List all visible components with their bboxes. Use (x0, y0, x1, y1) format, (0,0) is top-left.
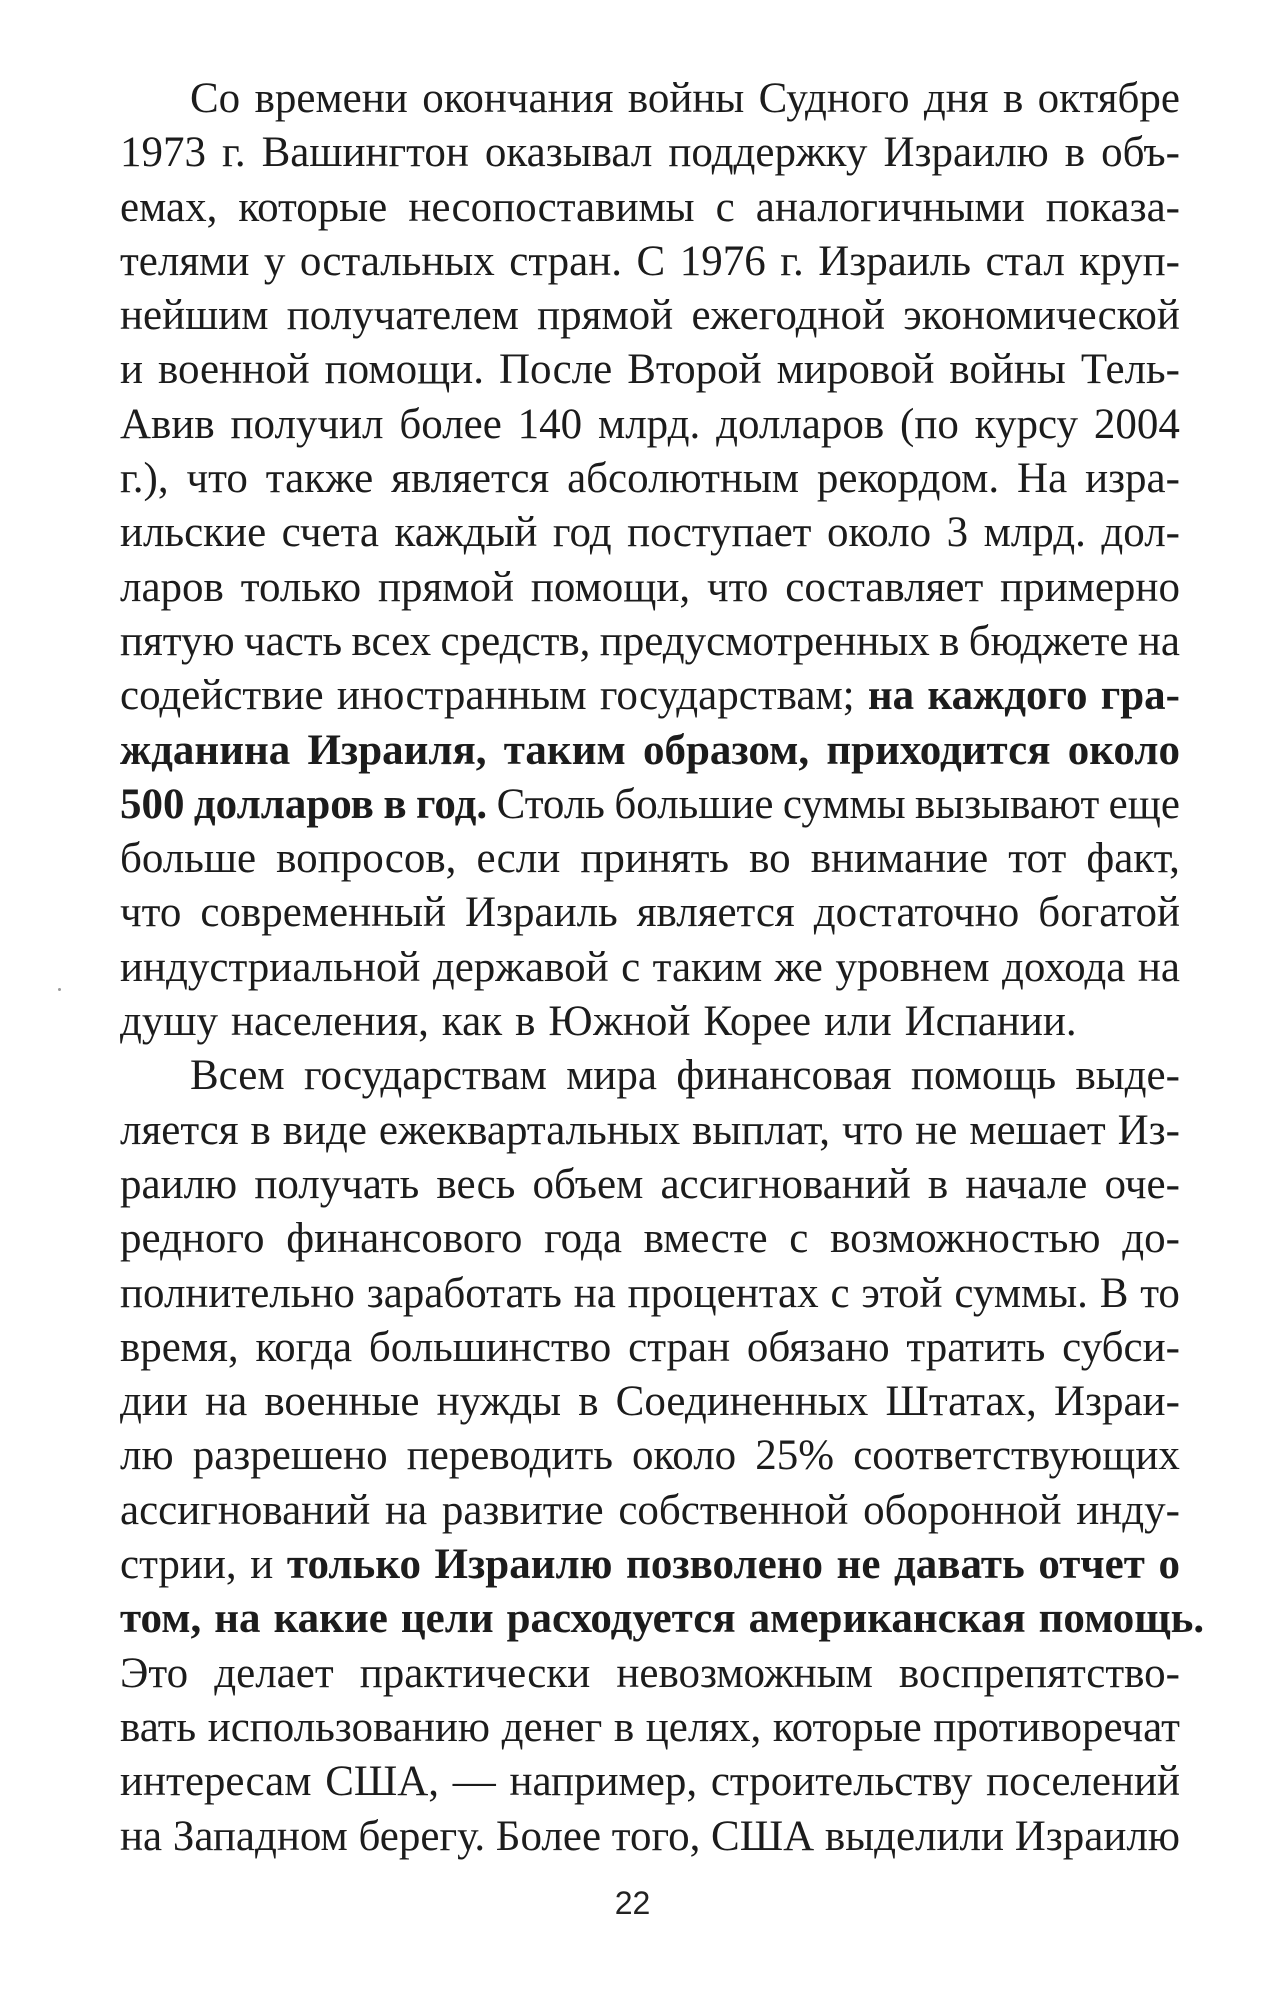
word: нейшим (120, 292, 269, 340)
word: в (578, 1378, 599, 1426)
body-text (120, 72, 1205, 1864)
text-line (120, 398, 1180, 452)
word: если (476, 835, 561, 883)
word: том, (120, 1595, 202, 1643)
word: тратить (906, 1323, 1046, 1371)
word: г.), (120, 455, 169, 503)
word: у (263, 237, 286, 285)
word: в (383, 780, 407, 828)
text-line (120, 1158, 1180, 1212)
word: таким (503, 726, 626, 774)
word: до- (1122, 1215, 1180, 1263)
word: позволено (626, 1541, 823, 1589)
word: которые (238, 183, 388, 231)
word: денег (501, 1703, 603, 1751)
word: Испании. (904, 998, 1077, 1046)
word: уровнем (835, 943, 990, 991)
text-line (120, 1592, 1205, 1646)
word: полнительно (120, 1269, 355, 1317)
word: заработать (366, 1269, 562, 1317)
word: развитие (441, 1486, 604, 1534)
word: суммы (782, 780, 906, 828)
word: и (120, 346, 144, 394)
word: например, (509, 1758, 698, 1806)
word: большинство (368, 1323, 612, 1371)
word: счета (281, 509, 380, 557)
word: помощь. (1038, 1595, 1205, 1643)
word: объем (532, 1160, 644, 1208)
word: После (498, 346, 613, 394)
word: на (205, 1378, 248, 1426)
word: помощь (910, 1052, 1057, 1100)
word: абсолютным (567, 455, 799, 503)
word: Более (495, 1812, 602, 1860)
word: государствам; (599, 672, 855, 720)
word: Судного (758, 75, 910, 122)
word: Израиль (818, 237, 971, 285)
text-line (120, 832, 1180, 886)
word: использованию (207, 1703, 491, 1751)
word: емах, (120, 183, 218, 231)
word: виде (282, 1106, 367, 1154)
word: собственной (618, 1486, 849, 1534)
word: год. (415, 780, 488, 828)
word: интересам (120, 1758, 312, 1806)
word: каждого (927, 672, 1088, 720)
word: — (452, 1758, 496, 1806)
word: времени (254, 75, 408, 122)
word: в (927, 1160, 949, 1208)
word: г. (222, 129, 246, 177)
word: поступает (627, 509, 812, 557)
word: обязано (746, 1323, 890, 1371)
word: вопросов, (276, 835, 457, 883)
word: США, (325, 1758, 440, 1806)
word: объ- (1101, 129, 1180, 177)
word: достаточно (813, 889, 1020, 937)
word: 140 (517, 400, 583, 448)
word: цели (400, 1595, 494, 1643)
word: в (515, 998, 536, 1046)
word: остальных (299, 237, 495, 285)
text-line (120, 1755, 1180, 1809)
word: Второй (627, 346, 762, 394)
text-line (120, 1810, 1180, 1864)
word: выделили (824, 1812, 1004, 1860)
word: на (385, 1486, 428, 1534)
word: что (707, 563, 769, 611)
word: всех (351, 617, 432, 665)
word: в (939, 617, 960, 665)
word: ларов (120, 563, 224, 611)
word: около (632, 1432, 737, 1480)
word: гра- (1100, 672, 1180, 720)
text-line (120, 995, 1180, 1049)
word: получателем (286, 292, 519, 340)
word: круп- (1079, 237, 1180, 285)
word: 1973 (120, 129, 206, 177)
word: или (824, 998, 892, 1046)
word: суммы. (954, 1269, 1088, 1317)
word: давать (894, 1541, 1025, 1589)
word: аналогичными (755, 183, 1025, 231)
word: еще (1108, 780, 1180, 828)
text-line (120, 1538, 1180, 1592)
word: соответствующих (853, 1432, 1180, 1480)
word: каждый (394, 509, 538, 557)
word: г. (780, 237, 804, 285)
word: ассигнований (120, 1486, 371, 1534)
word: также (265, 455, 374, 503)
word: современный (200, 889, 447, 937)
text-line (120, 724, 1180, 778)
word: более (399, 400, 502, 448)
word: американская (748, 1595, 1026, 1643)
word: Авив (120, 400, 215, 448)
word: 1976 (679, 237, 766, 285)
word: большие (614, 780, 774, 828)
word: содействие (120, 672, 324, 720)
word: с (830, 1269, 850, 1317)
word: долларов (193, 780, 374, 828)
word: не (836, 1541, 881, 1589)
word: 2004 (1093, 400, 1180, 448)
word: того, (611, 1812, 701, 1860)
word: является (636, 889, 795, 937)
word: войны (949, 346, 1066, 394)
word: мешает (969, 1106, 1106, 1154)
word: получать (254, 1160, 420, 1208)
word: октябре (1037, 75, 1180, 122)
word: Со (190, 75, 241, 122)
word: дол- (1101, 509, 1180, 557)
word: в (1002, 75, 1024, 122)
word: Израилю (883, 129, 1049, 177)
word: на (214, 1595, 261, 1643)
word: с (621, 943, 641, 991)
text-line (120, 1701, 1180, 1755)
word: поселений (986, 1758, 1180, 1806)
text-line (120, 181, 1180, 235)
word: расходуется (506, 1595, 736, 1643)
margin-speck (58, 988, 61, 991)
word: стран (628, 1323, 731, 1371)
text-line (120, 1375, 1180, 1429)
word: мира (566, 1052, 658, 1100)
word: войны (627, 75, 745, 122)
word: Корее (703, 998, 812, 1046)
word: 3 (946, 509, 969, 557)
word: раилю (120, 1160, 238, 1208)
word: поддержку (668, 129, 868, 177)
word: оборонной (863, 1486, 1062, 1534)
word: США (711, 1812, 815, 1860)
word: оказывал (484, 129, 653, 177)
word: прямой (378, 563, 515, 611)
word: помощи. (324, 346, 484, 394)
word: как (441, 998, 503, 1046)
word: пятую (120, 617, 235, 665)
word: изра- (1085, 455, 1180, 503)
word: млрд. (983, 509, 1086, 557)
word: военные (264, 1378, 420, 1426)
word: около (1067, 726, 1180, 774)
word: что (841, 1106, 904, 1154)
text-line (120, 886, 1180, 940)
word: в (250, 1106, 271, 1154)
text-line (120, 506, 1180, 560)
word: ляется (120, 1106, 239, 1154)
word: инду- (1076, 1486, 1180, 1534)
word: Соединенных (615, 1378, 869, 1426)
word: переводить (406, 1432, 613, 1480)
text-line (120, 1429, 1180, 1483)
word: Западном (172, 1812, 348, 1860)
word: финансовая (676, 1052, 892, 1100)
word: окончания (422, 75, 614, 122)
word: что (186, 455, 248, 503)
word: Из- (1117, 1106, 1180, 1154)
word: с (715, 183, 735, 231)
word: оче- (1104, 1160, 1180, 1208)
word: год (552, 509, 612, 557)
text-line (120, 289, 1180, 343)
word: стрии, (120, 1541, 237, 1589)
word: телями (120, 237, 250, 285)
word: разрешено (192, 1432, 388, 1480)
word: выде- (1075, 1052, 1180, 1100)
word: воспрепятство- (898, 1649, 1180, 1697)
word: весь (436, 1160, 516, 1208)
word: на (867, 672, 915, 720)
word: какие (273, 1595, 388, 1643)
word: берегу. (358, 1812, 486, 1860)
word: Тель- (1080, 346, 1180, 394)
word: долларов (716, 400, 885, 448)
word: с (789, 1215, 809, 1263)
word: индустриальной (120, 943, 421, 991)
word: часть (243, 617, 343, 665)
word: начале (965, 1160, 1088, 1208)
word: на (573, 1269, 616, 1317)
word: невозможным (616, 1649, 873, 1697)
word: прямой (537, 292, 674, 340)
word: этой (861, 1269, 943, 1317)
word: время, (120, 1323, 239, 1371)
word: процентах (627, 1269, 819, 1317)
word: дии (120, 1378, 188, 1426)
word: населения, (231, 998, 429, 1046)
word: мировой (776, 346, 935, 394)
text-line (120, 126, 1180, 180)
word: финансового (286, 1215, 523, 1263)
word: Израиль (465, 889, 618, 937)
text-line (120, 343, 1180, 397)
text-line (120, 669, 1180, 723)
text-line (120, 1049, 1180, 1103)
word: на (1137, 617, 1180, 665)
word: Всем (190, 1052, 285, 1100)
word: На (1017, 455, 1068, 503)
word: во (749, 835, 791, 883)
word: которые (772, 1703, 922, 1751)
text-line (120, 561, 1180, 615)
word: рекордом. (816, 455, 1000, 503)
word: государствам (303, 1052, 547, 1100)
word: примерно (1000, 563, 1180, 611)
word: принять (580, 835, 730, 883)
word: Израиля, (307, 726, 487, 774)
word: богатой (1038, 889, 1180, 937)
word: Израилю (1014, 1812, 1180, 1860)
word: иностранным (336, 672, 587, 720)
word: то (1140, 1269, 1180, 1317)
word: возможностью (830, 1215, 1101, 1263)
text-line (120, 1267, 1180, 1321)
word: Столь (496, 780, 605, 828)
text-line (120, 235, 1180, 289)
text-line (120, 1321, 1180, 1375)
word: факт, (1086, 835, 1180, 883)
word: душу (120, 998, 218, 1046)
word: субси- (1062, 1323, 1180, 1371)
word: помощи, (530, 563, 691, 611)
word: показа- (1045, 183, 1180, 231)
word: отчет (1038, 1541, 1145, 1589)
word: года (544, 1215, 622, 1263)
word: ежегодной (691, 292, 885, 340)
word: В (1099, 1269, 1129, 1317)
word: Это (120, 1649, 189, 1697)
word: только (240, 563, 362, 611)
word: дня (923, 75, 989, 122)
word: делает (214, 1649, 334, 1697)
word: дохода (1001, 943, 1126, 991)
word: строительству (710, 1758, 973, 1806)
word: получил (230, 400, 384, 448)
word: является (391, 455, 550, 503)
text-line (120, 615, 1180, 669)
word: на (1137, 943, 1180, 991)
word: Вашингтон (261, 129, 469, 177)
word: что (120, 889, 182, 937)
word: практически (359, 1649, 591, 1697)
word: Южной (548, 998, 691, 1046)
word: же (774, 943, 823, 991)
text-line (120, 941, 1180, 995)
text-line (120, 452, 1180, 506)
text-line (120, 778, 1180, 832)
word: средств, (440, 617, 591, 665)
text-line (120, 72, 1180, 126)
word: вместе (643, 1215, 768, 1263)
word: Израилю (434, 1541, 613, 1589)
word: около (827, 509, 932, 557)
word: несопоставимы (408, 183, 695, 231)
word: лю (120, 1432, 174, 1480)
word: С (636, 237, 666, 285)
word: 500 (120, 780, 185, 828)
word: ильские (120, 509, 267, 557)
text-line (120, 1104, 1180, 1158)
word: курсу (974, 400, 1079, 448)
word: нужды (436, 1378, 562, 1426)
word: и (250, 1541, 274, 1589)
word: не (915, 1106, 958, 1154)
word: экономической (903, 292, 1180, 340)
word: стал (985, 237, 1065, 285)
word: выплат, (692, 1106, 831, 1154)
word: млрд. (598, 400, 701, 448)
word: вызывают (915, 780, 1100, 828)
word: жданина (120, 726, 291, 774)
word: ежеквартальных (378, 1106, 681, 1154)
word: только (286, 1541, 421, 1589)
word: предусмотренных (599, 617, 930, 665)
word: стран. (509, 237, 623, 285)
word: приходится (826, 726, 1051, 774)
word: образом, (642, 726, 810, 774)
word: Штатах, (885, 1378, 1037, 1426)
word: ассигнований (660, 1160, 911, 1208)
word: вать (120, 1703, 197, 1751)
word: редного (120, 1215, 265, 1263)
text-line (120, 1484, 1180, 1538)
text-line (120, 1647, 1180, 1701)
word: о (1158, 1541, 1180, 1589)
word: (по (900, 400, 959, 448)
word: целях, (645, 1703, 762, 1751)
word: в (613, 1703, 635, 1751)
word: военной (158, 346, 310, 394)
word: на (120, 1812, 163, 1860)
word: 25% (755, 1432, 835, 1480)
text-line (120, 1212, 1180, 1266)
word: Израи- (1053, 1378, 1180, 1426)
word: когда (255, 1323, 353, 1371)
word: больше (120, 835, 257, 883)
word: таким (652, 943, 763, 991)
word: в (1064, 129, 1086, 177)
page-number: 22 (614, 1885, 651, 1921)
word: составляет (785, 563, 984, 611)
word: внимание (810, 835, 989, 883)
word: тот (1008, 835, 1067, 883)
word: противоречат (933, 1703, 1180, 1751)
word: державой (432, 943, 609, 991)
word: бюджете (968, 617, 1129, 665)
